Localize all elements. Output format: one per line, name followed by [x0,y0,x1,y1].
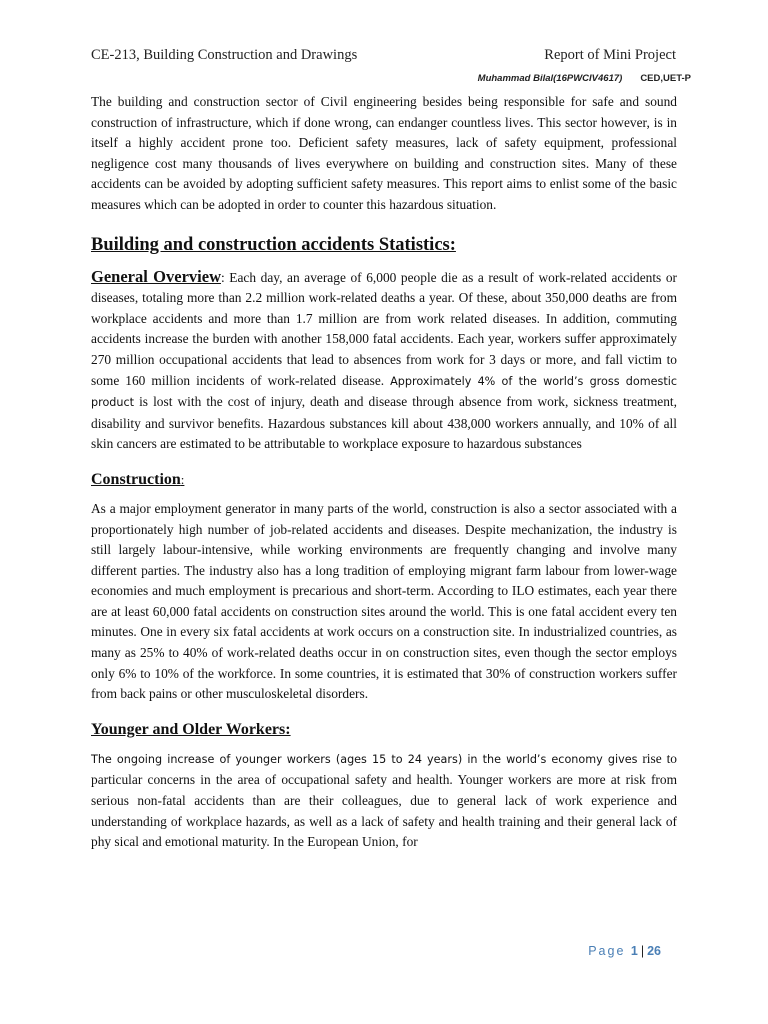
page-content [91,92,677,853]
intro-paragraph: The building and construction sector of Civil engineering besides being responsible for safe and sound construction of infrastructure, which if done wrong, can endanger countless lives. This sector however, is in itself a highly accident prone too. Deficient safety measures, lack of safety equipment, professional negligence cost many thousands of lives everywhere on building and construction sites. Many of these accidents can be avoided by adopting sufficient safety measures. This report aims to enlist some of the basic measures which can be adopted in order to counter this hazardous situation. [91,94,677,212]
construction-heading-text: Construction [91,470,181,488]
department: CED,UET-P [640,73,691,84]
page-footer [588,944,661,958]
general-overview-text-c: is lost with the cost of injury, death and disease through absence from work, sickness treatment, disability and survivor benefits. Hazardous substances kill about 438,000 workers annually, and 10% of all skin cancers are estimated to be attributable to workplace exposure to hazardous substances [91,394,677,452]
general-overview-colon: : [220,269,225,285]
author-name: Muhammad Bilal(16PWCIV4617) [477,73,623,84]
page-number: 1 [630,944,638,958]
page-separator: | [640,944,645,958]
younger-older-heading: Younger and Older Workers: [91,720,291,738]
construction-heading-colon: : [180,471,185,487]
general-overview-text-a: Each day, an average of 6,000 people die as a result of work-related accidents or diseases, totaling more than 2.2 million work-related deaths a year. Of these, about 350,000 deaths are from workplace accidents and more than 1.7 million are from work related diseases. In addition, commuting accidents increase the burden with another 158,000 fatal accidents. Each year, workers suffer approximately 270 million occupational accidents that lead to absences from work for 3 days or more, and fall victim to some 160 million incidents of work-related disease. [91,269,677,388]
general-overview-heading: General Overview [91,266,221,286]
general-overview-paragraph [91,267,677,455]
author-line [478,73,691,84]
header-course: CE-213, Building Construction and Drawings [91,47,358,63]
younger-older-text-b: rise to particular concerns in the area of occupational safety and health. Younger workers are more at risk from serious non-fatal accidents than are their colleagues, due to general lack of work experience and understanding of workplace hazards, as well as a lack of safety and health training and their general lack of phy sical and emotional maturity. In the European Union, for [91,750,677,850]
construction-paragraph: As a major employment generator in many parts of the world, construction is also a sector associated with a proportionately high number of job-related accidents and diseases. Despite mechanization, the industry is still largely labour-intensive, while working environments are frequently changing and involve many different parties. The industry also has a long tradition of employing migrant farm labour from lower-wage economies and much employment is precarious and short-term. According to ILO estimates, each year there are at least 60,000 fatal accidents on construction sites around the world. This is one fatal accident every ten minutes. One in every six fatal accidents at work occurs on a construction site. In industrialized countries, as many as 25% to 40% of work-related deaths occur in on construction sites, even though the sector employs only 6% to 10% of the workforce. In some countries, it is estimated that 30% of construction workers suffer from back pains or other musculoskeletal disorders. [91,500,677,702]
construction-heading [91,469,677,491]
statistics-heading: Building and construction accidents Statistics: [91,234,456,255]
younger-older-paragraph [91,749,677,853]
general-overview-text-b: Approximately 4% of the world’s gross domestic product [91,374,677,410]
younger-older-text-a: The ongoing increase of younger workers (ages 15 to 24 years) in the world’s economy gives [91,752,638,766]
page-word: Page [588,944,626,958]
header-report: Report of Mini Project [544,47,676,63]
page-total: 26 [647,944,661,958]
